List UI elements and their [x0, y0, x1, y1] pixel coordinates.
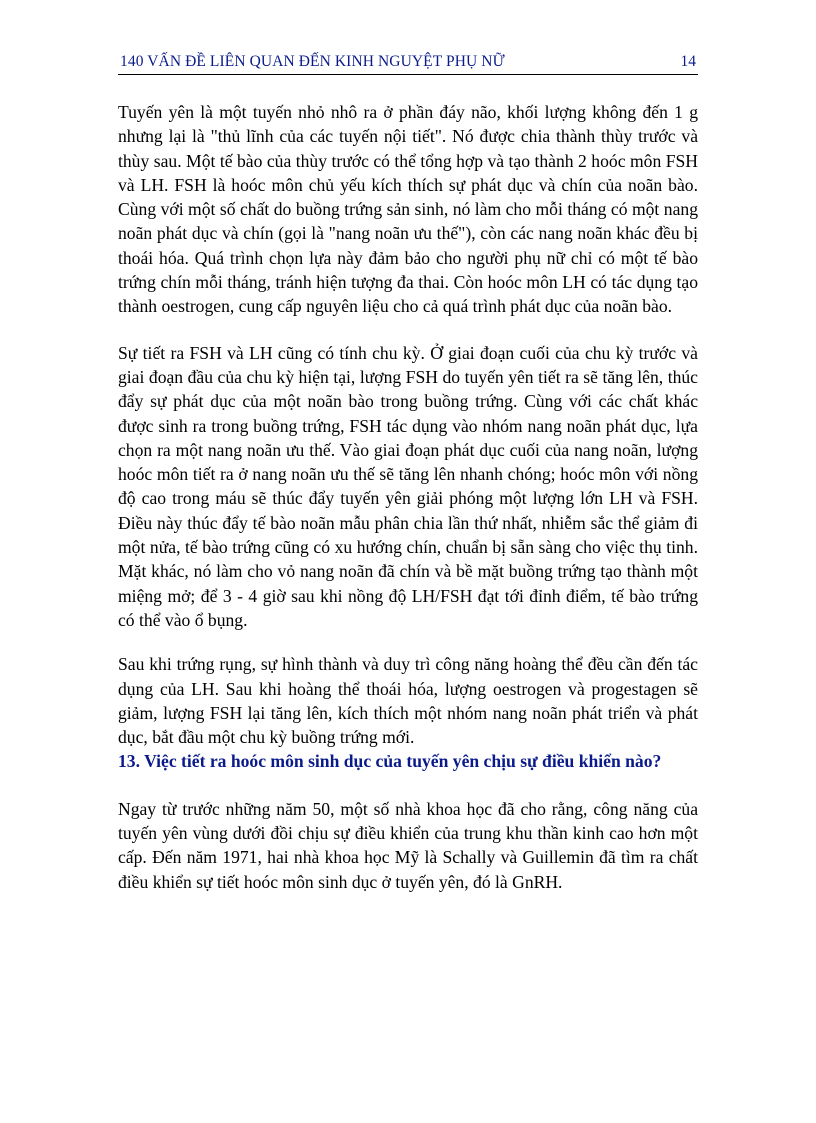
- book-title: 140 VẤN ĐỀ LIÊN QUAN ĐẾN KINH NGUYỆT PHỤ NỮ: [120, 53, 505, 70]
- section-heading: 13. Việc tiết ra hoóc môn sinh dục của tuyến yên chịu sự điều khiển nào?: [118, 751, 662, 772]
- page-body: [118, 100, 698, 894]
- paragraph-corpus-luteum: Sau khi trứng rụng, sự hình thành và duy trì công năng hoàng thể đều cần đến tác dụng của LH. Sau khi hoàng thể thoái hóa, lượng oestrogen và progestagen sẽ giảm, lượng FSH lại tăng lên, kích thích một nhóm nang noãn phát triển và phát dục, bắt đầu một chu kỳ buồng trứng mới.: [118, 654, 698, 748]
- running-header: [118, 52, 698, 75]
- paragraph-fsh-lh-cycle: Sự tiết ra FSH và LH cũng có tính chu kỳ. Ở giai đoạn cuối của chu kỳ trước và giai đoạn đầu của chu kỳ hiện tại, lượng FSH do tuyến yên tiết ra sẽ tăng lên, thúc đẩy sự phát dục của một noãn bào trong buồng trứng. Cùng với các chất khác được sinh ra trong buồng trứng, FSH tác dụng vào nhóm nang noãn phát dục, lựa chọn ra một nang noãn ưu thế. Vào giai đoạn phát dục cuối của nang noãn, lượng hoóc môn tiết ra ở nang noãn ưu thế sẽ tăng lên nhanh chóng; hoóc môn với nồng độ cao trong máu sẽ thúc đẩy tuyến yên giải phóng một lượng lớn LH và FSH. Điều này thúc đẩy tế bào noãn mẫu phân chia lần thứ nhất, nhiễm sắc thể giảm đi một nửa, tế bào trứng cũng có xu hướng chín, chuẩn bị sẵn sàng cho việc thụ tinh. Mặt khác, nó làm cho vỏ nang noãn đã chín và bề mặt buồng trứng tạo thành một miệng mở; để 3 - 4 giờ sau khi nồng độ LH/FSH đạt tới đỉnh điểm, tế bào trứng có thể vào ổ bụng.: [118, 342, 698, 630]
- paragraph-gnrh-discovery: Ngay từ trước những năm 50, một số nhà khoa học đã cho rằng, công năng của tuyến yên vùng dưới đồi chịu sự điều khiển của trung khu thần kinh cao hơn một cấp. Đến năm 1971, hai nhà khoa học Mỹ là Schally và Guillemin đã tìm ra chất điều khiển sự tiết hoóc môn sinh dục ở tuyến yên, đó là GnRH.: [118, 798, 698, 892]
- paragraph-pituitary-overview: Tuyến yên là một tuyến nhỏ nhô ra ở phần đáy não, khối lượng không đến 1 g nhưng lại là "thủ lĩnh của các tuyến nội tiết". Nó được chia thành thùy trước và thùy sau. Một tế bào của thùy trước có thể tổng hợp và tạo thành 2 hoóc môn FSH và LH. FSH là hoóc môn chủ yếu kích thích sự phát dục và chín của noãn bào. Cùng với một số chất do buồng trứng sản sinh, nó làm cho mỗi tháng có một nang noãn phát dục và chín (gọi là "nang noãn ưu thế"), còn các nang noãn khác đều bị thoái hóa. Quá trình chọn lựa này đảm bảo cho người phụ nữ chỉ có một tế bào trứng chín mỗi tháng, tránh hiện tượng đa thai. Còn hoóc môn LH có tác dụng tạo thành oestrogen, cung cấp nguyên liệu cho cả quá trình phát dục của noãn bào.: [118, 102, 698, 317]
- page-number: 14: [680, 53, 696, 70]
